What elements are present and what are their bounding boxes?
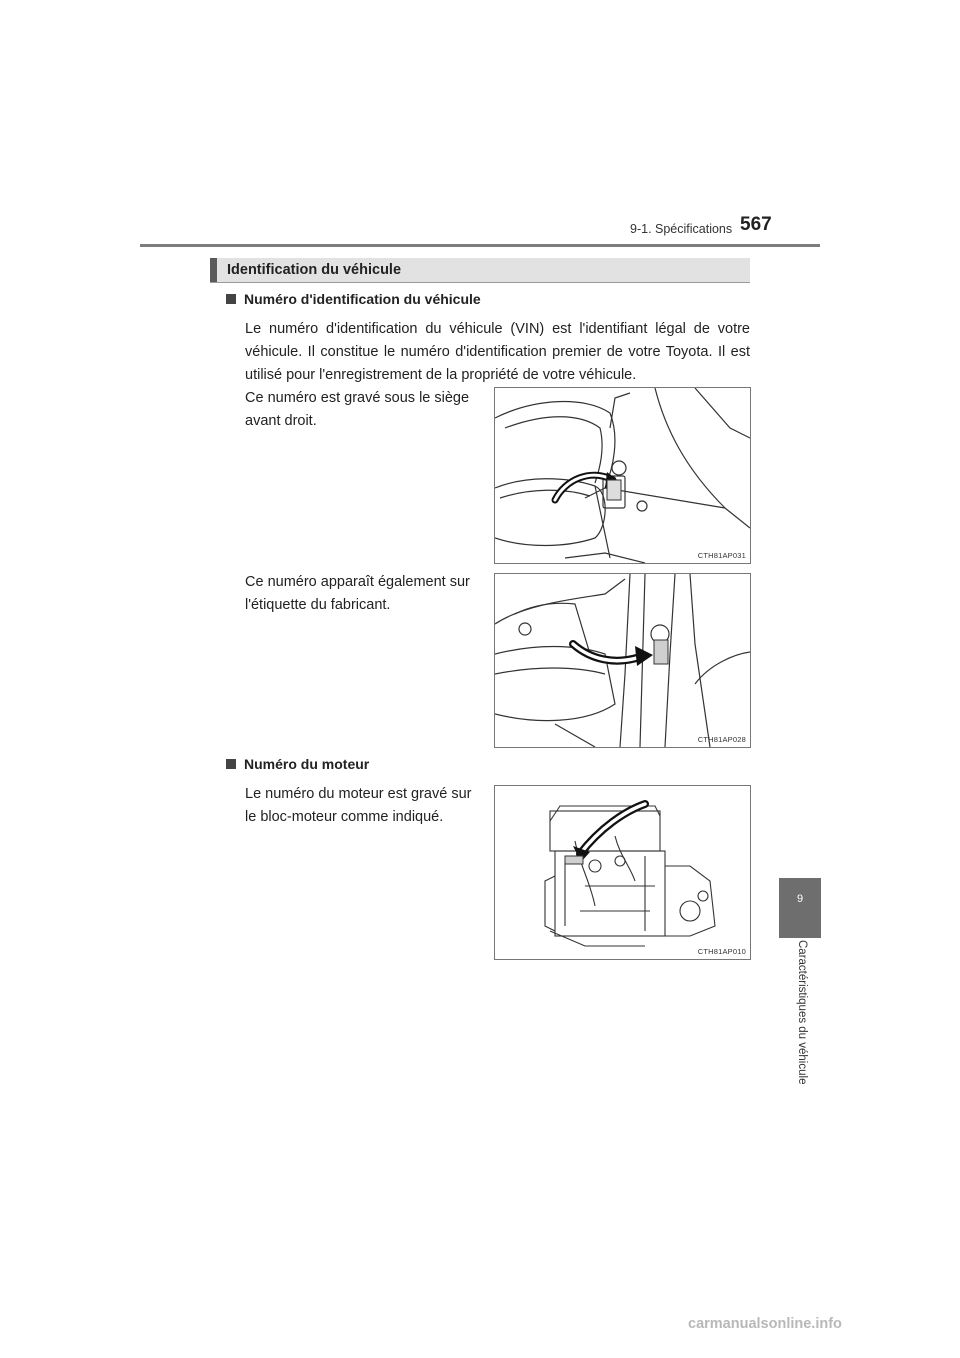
section-title: Identification du véhicule xyxy=(227,262,402,278)
vin-paragraph: Le numéro d'identification du véhicule (VIN) est l'identifiant légal de votre véhicule. Il constitue le numéro d'identification premier de votre Toyota. Il est utilisé pour l'enregistrement de la propriété de votre véhicule. xyxy=(245,321,750,383)
figure-2-code: CTH81AP028 xyxy=(697,735,746,744)
page-number: 567 xyxy=(740,214,772,235)
vin-heading xyxy=(226,291,481,307)
figure-vin-label xyxy=(494,573,751,748)
engine-illustration xyxy=(495,786,750,959)
engine-location-line-2: le bloc-moteur comme indiqué. xyxy=(245,809,444,825)
vin-location-2-line-2: l'étiquette du fabricant. xyxy=(245,597,391,613)
vin-location-2 xyxy=(245,571,470,617)
vin-heading-text: Numéro d'identification du véhicule xyxy=(244,291,481,307)
section-title-accent xyxy=(210,258,217,282)
seat-illustration xyxy=(495,388,750,563)
running-header-section: 9-1. Spécifications xyxy=(630,222,733,236)
engine-location-line-1: Le numéro du moteur est gravé sur xyxy=(245,786,472,802)
figure-vin-under-seat xyxy=(494,387,751,564)
watermark: carmanualsonline.info xyxy=(688,1316,842,1332)
section-title-underline xyxy=(210,282,750,283)
engine-heading xyxy=(226,756,369,772)
figure-1-code: CTH81AP031 xyxy=(697,551,746,560)
door-pillar-illustration xyxy=(495,574,750,747)
vin-location-1-line-1: Ce numéro est gravé sous le siège xyxy=(245,390,470,406)
chapter-tab: 9 xyxy=(779,878,821,938)
engine-location xyxy=(245,783,471,829)
header-rule xyxy=(140,244,820,247)
square-bullet-icon xyxy=(226,294,236,304)
chapter-side-label-text: Caractéristiques du véhicule xyxy=(796,940,808,1085)
vin-location-1 xyxy=(245,387,469,433)
engine-heading-text: Numéro du moteur xyxy=(244,756,370,772)
square-bullet-icon xyxy=(226,759,236,769)
vin-location-2-line-1: Ce numéro apparaît également sur xyxy=(245,574,470,590)
vin-location-1-line-2: avant droit. xyxy=(245,413,317,429)
figure-engine-number xyxy=(494,785,751,960)
figure-3-code: CTH81AP010 xyxy=(697,947,746,956)
